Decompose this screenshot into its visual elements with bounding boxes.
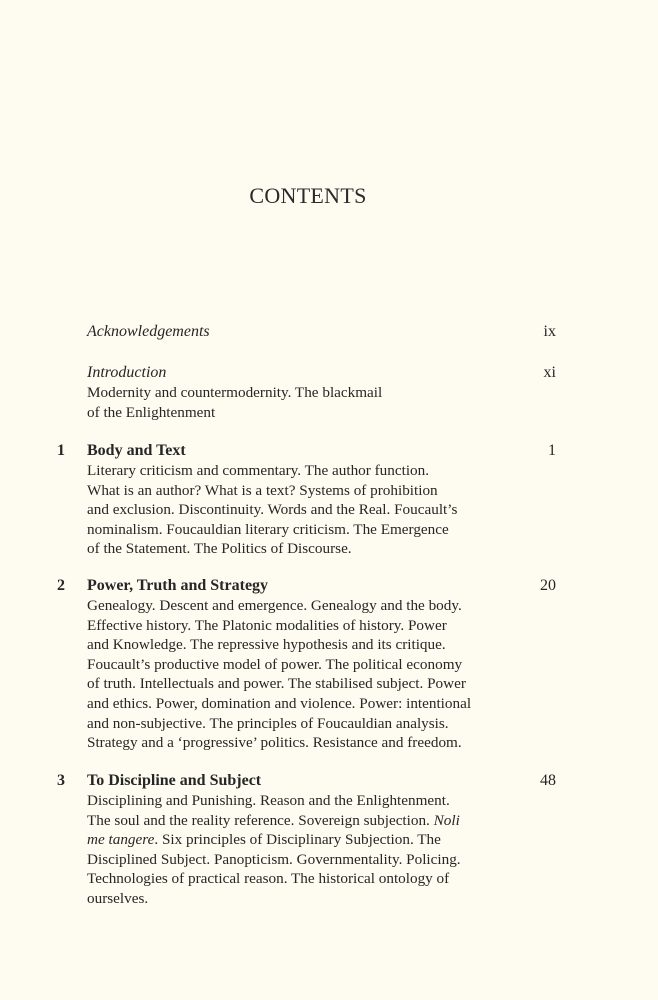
- description-line: Genealogy. Descent and emergence. Genealogy and the body.: [87, 597, 462, 614]
- entry-heading: Power, Truth and Strategy: [87, 577, 269, 594]
- description-line: nominalism. Foucauldian literary criticism. The Emergence: [87, 520, 449, 538]
- description-text: The soul and the reality reference. Sovereign subjection.: [87, 811, 430, 829]
- entry-page-number: 1: [548, 442, 556, 459]
- chapter-number: 1: [57, 442, 65, 459]
- entry-page-number: 48: [540, 772, 556, 789]
- entry-heading: To Discipline and Subject: [87, 772, 262, 789]
- entry-description: [87, 596, 557, 753]
- description-line: and non-subjective. The principles of Foucauldian analysis.: [87, 714, 449, 732]
- entry-description: [87, 791, 557, 909]
- entry-page-number: xi: [543, 364, 556, 381]
- description-line: Technologies of practical reason. The historical ontology of: [87, 870, 450, 888]
- italic-phrase: Noli: [433, 811, 460, 829]
- entry-heading: Introduction: [87, 364, 167, 381]
- description-line: Strategy and a ‘progressive’ politics. Resistance and freedom.: [87, 734, 462, 752]
- description-line: Foucault’s productive model of power. The political economy: [87, 655, 463, 673]
- description-text: . Six principles of Disciplinary Subjection. The: [154, 831, 441, 849]
- description-line: [87, 811, 557, 831]
- page-title: CONTENTS: [249, 183, 367, 208]
- italic-phrase: me tangere: [87, 831, 155, 849]
- entry-description: [87, 461, 557, 559]
- chapter-number: 2: [57, 577, 65, 594]
- entry-page-number: ix: [543, 323, 556, 340]
- entry-page-number: 20: [540, 577, 556, 594]
- description-line: Effective history. The Platonic modalities of history. Power: [87, 616, 447, 634]
- chapter-number: 3: [57, 772, 65, 789]
- description-line: Disciplined Subject. Panopticism. Governmentality. Policing.: [87, 850, 461, 868]
- description-line: and Knowledge. The repressive hypothesis and its critique.: [87, 636, 446, 654]
- description-line: Modernity and countermodernity. The blackmail: [87, 384, 383, 401]
- entry-description: [87, 383, 557, 422]
- entry-heading: Acknowledgements: [87, 323, 210, 340]
- description-line: Literary criticism and commentary. The author function.: [87, 462, 430, 479]
- description-line: and ethics. Power, domination and violence. Power: intentional: [87, 694, 472, 712]
- description-line: Disciplining and Punishing. Reason and the Enlightenment.: [87, 792, 450, 809]
- description-line: of the Statement. The Politics of Discourse.: [87, 540, 352, 558]
- entry-heading: Body and Text: [87, 442, 186, 459]
- description-line: of truth. Intellectuals and power. The stabilised subject. Power: [87, 675, 466, 693]
- description-line: and exclusion. Discontinuity. Words and the Real. Foucault’s: [87, 501, 458, 519]
- description-line: What is an author? What is a text? Systems of prohibition: [87, 481, 438, 499]
- description-line: ourselves.: [87, 889, 149, 907]
- description-line: of the Enlightenment: [87, 403, 216, 421]
- description-line: [87, 830, 557, 850]
